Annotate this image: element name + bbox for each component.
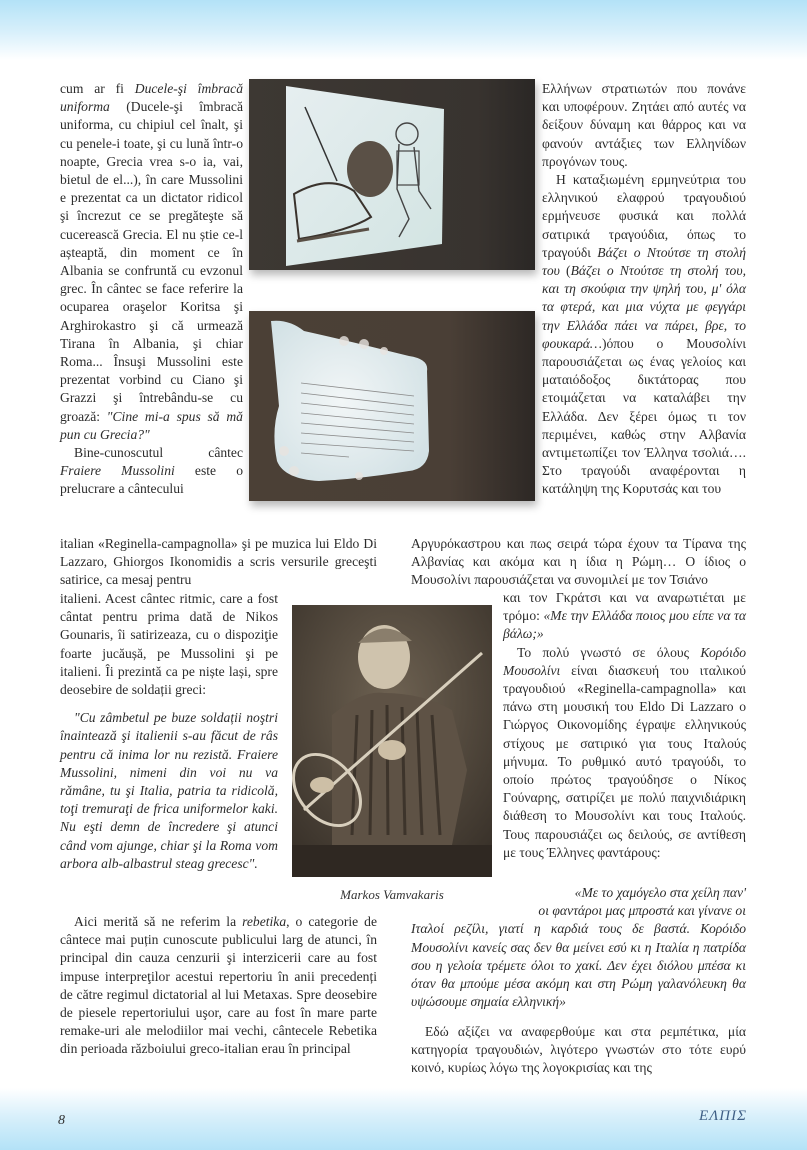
text-segment: και τον Γκράτσι και να αναρωτιέται με τρόμο:: [503, 590, 746, 624]
footer-band: [0, 1088, 807, 1150]
gr-quote-rest: Ιταλοί ρεζίλι, γιατί η καρδιά τους δε βαστά. Κορόιδο Μουσολίνι κανείς σας δεν θα μείνει εσύ κι η Ιταλία η πατρίδα σου η γελοία τρέμετε όλοι το χακί. Δεν έχει διόλου μπέσα κι όταν θα μπούμε μέσα ακόμη και στη Ρώμη γαλανόλευκη θα υψώσουμε σημαία ελληνική»: [411, 921, 746, 1010]
gr-quote-line-2: οι φαντάροι μας μπροστά και γίνανε οι: [538, 903, 746, 919]
italic-segment: Βάζει ο Ντούτσε τη στολή του: [542, 244, 746, 279]
gr-paragraph-3: [503, 644, 746, 862]
text-segment: Η καταξιωμένη ερμηνεύτρια του ελληνικού ελαφρού τραγουδιού ερμήνευσε φυσικά και πολλά σατιρικά τραγούδια, όπως το τραγούδι: [542, 172, 746, 260]
text-segment: )όπου ο Μουσολίνι παρουσιάζεται ως ένας γελοίος και ματαιόδοξος δικτάτορας που ετοιμάζεται να καταλάβει την Ελλάδα. Δεν ξέρει όμως τι τον περιμένει, καθώς στην Αλβανία αντιμετωπίζει τον Έλληνα τσολιά…. Στο τραγούδι αναφέρονται η κατάληψη της Κορυτσάς και του: [542, 335, 746, 497]
text-segment: είναι διασκευή του ιταλικού τραγουδιού «Reginella-campagnolla» και πάνω στη μουσική του Eldo Di Lazzaro ο Γιώργος Οικονομίδης έγραψε ελληνικούς στίχους με σατιρικό για τους Ιταλούς μήνυμα. Το ρυθμικό αυτό τραγούδι, το οποίο πρώτος τραγούδησε ο Νίκος Γούναρης, σατιρίζει με πολύ παιχνιδιάρικη διάθεση το Μουσολίνι και τους Ιταλούς. Τους παρουσιάζει ως δειλούς, σε αντίθεση με τους Έλληνες φαντάρους:: [503, 662, 746, 860]
ro-quote: "Cu zâmbetul pe buze soldații noştri înaintează şi italienii s-au făcut de râs pentru că inima lor nu rezistă. Fraiere Mussolini, nimeni din voi nu va rămâne, tu şi Italia, patria ta ridicolă, toţi tremuraţi de frica uniformelor kaki. Nu eşti demn de încredere şi atunci când vom ajunge, chiar şi la Roma vom arbora alb-albastrul steag grecesc".: [60, 710, 278, 871]
cartoon-illustration: [249, 79, 535, 270]
ro-bottom-block: [60, 913, 377, 1059]
text-segment: este o prelucrare a cântecului: [60, 463, 244, 497]
ro-paragraph-2-narrow: italieni. Acest cântec ritmic, care a fost cântat pentru prima dată de Nikos Gounaris, îi satirizeaza, cu o dispoziţie foarte jucăușă, pe Mussolini şi pe italieni. Îi prezintă ca pe niște lași, spre deosebire de soldații greci:: [60, 591, 278, 698]
ro-column-top: [60, 80, 243, 499]
gr-column-top: [542, 80, 746, 499]
italic-segment: Κορόιδο Μουσολίνι: [503, 644, 746, 678]
header-band: [0, 0, 807, 60]
gr-paragraph-2-wide: Αργυρόκαστρου και πως σειρά τώρα έχουν τα Τίρανα της Αλβανίας και ακόμα και η ίδια η Ρώμη… Ο ίδιος ο Μουσολίνι παρουσιάζεται να συνομιλεί με τον Τσιάνο: [411, 536, 746, 588]
portrait-caption: Markos Vamvakaris: [340, 887, 444, 902]
ro-paragraph-1: [60, 80, 243, 444]
italic-segment: "Cine mi-a spus să mă pun cu Grecia?": [60, 408, 243, 442]
gr-quote-line-1: «Με το χαμόγελο στα χείλη παν': [574, 885, 746, 900]
portrait-illustration: [292, 605, 492, 877]
text-segment: Bine-cunoscutul cântec: [74, 445, 243, 461]
portrait-markos-vamvakaris: [292, 605, 492, 877]
italic-segment: Fraiere Mussolini: [60, 463, 175, 479]
magazine-title: ΕΛΠΙΣ: [699, 1108, 747, 1124]
italic-segment: Ducele-şi îmbracă uniforma: [60, 81, 243, 115]
gr-narrow-block: [503, 589, 746, 862]
text-segment: Το πολύ γνωστό σε όλους: [517, 644, 701, 660]
page-number: 8: [58, 1113, 65, 1128]
gr-quote-block: [411, 884, 746, 1011]
ro-paragraph-3: [60, 913, 377, 1059]
text-segment: (: [559, 263, 571, 279]
slide-illustration: [249, 311, 535, 501]
gr-paragraph-4: Εδώ αξίζει να αναφερθούμε και στα ρεμπέτικα, μία κατηγορία τραγουδιών, λιγότερο γνωστών στο τότε ευρύ κοινό, κυρίως λόγω της λογοκρισίας και της: [411, 1024, 746, 1076]
ro-paragraph-2-wide: italian «Reginella-campagnolla» şi pe muzica lui Eldo Di Lazzaro, Ghiorgos Ikonomidis a scris versurile greceşti satirice, ca mesaj pentru: [60, 536, 377, 588]
gr-paragraph-2-narrow: [503, 589, 746, 644]
text-segment: (Ducele-şi îmbracă uniforma, cu chipiul cel înalt, şi cu penele-i toate, şi cu lună într-o noapte, Grecia vrea s-o ia, vai, bietul de el...), în care Mussolini e prezentat ca un dictator ridicol şi încrezut ce se pregăteşte să cucerească Grecia. El nu știe ce-l așteaptă, din moment ce în Albania se confruntă cu evzonul grec. În cântec se face referire la ocuparea oraşelor Koritsa şi Arghirokastro şi că urmează Tirana în Albania, şi chiar Roma... Însuşi Mussolini este prezentat vorbind cu Ciano şi Grazzi şi întrebându-se cu groază:: [60, 99, 243, 424]
gr-paragraph-1: Ελλήνων στρατιωτών που πονάνε και υποφέρουν. Ζητάει από αυτές να δείξουν δύναμη και θάρρος και να φανούν αντάξιες των Ελληνίδων προγόνων τους.: [542, 81, 746, 169]
italic-segment: rebetika: [242, 914, 287, 929]
ro-narrow-block: [60, 590, 278, 873]
ro-paragraph-2-start: [60, 444, 243, 499]
gr-bottom-block: [411, 1023, 746, 1078]
text-segment: , o categorie de cântece mai puțin cunoscute publicului larg de atunci, în principal din cauza cenzurii şi interzicerii care au fost impuse interpreţilor acestui repertoriu în anii precedenți de către regimul dictatorial al lui Metaxas. Spre deosebire de piesele repertoriului uşor, care au fost în mare parte remake-uri ale melodiilor mai vechi, cântecele Rebetika din perioada războiului greco-italian erau în principal: [60, 914, 377, 1057]
italic-segment: Βάζει ο Ντούτσε τη στολή του, και τη σκούφια την ψηλή του, μ' όλα τα φτερά, και μια νύχτα με φεγγάρι την Ελλάδα πάει να πάρει, βρε, το φουκαρά…: [542, 263, 746, 351]
gr-wide-block: [411, 535, 746, 590]
photo-slide-projection: [249, 311, 535, 501]
gr-paragraph-2: [542, 171, 746, 499]
ro-wide-block: [60, 535, 377, 590]
photo-cartoon-projection: [249, 79, 535, 270]
text-segment: cum ar fi: [60, 81, 135, 96]
text-segment: Aici merită să ne referim la: [74, 914, 243, 929]
italic-segment: «Με την Ελλάδα ποιος μου είπε να τα βάλω;»: [503, 608, 746, 642]
